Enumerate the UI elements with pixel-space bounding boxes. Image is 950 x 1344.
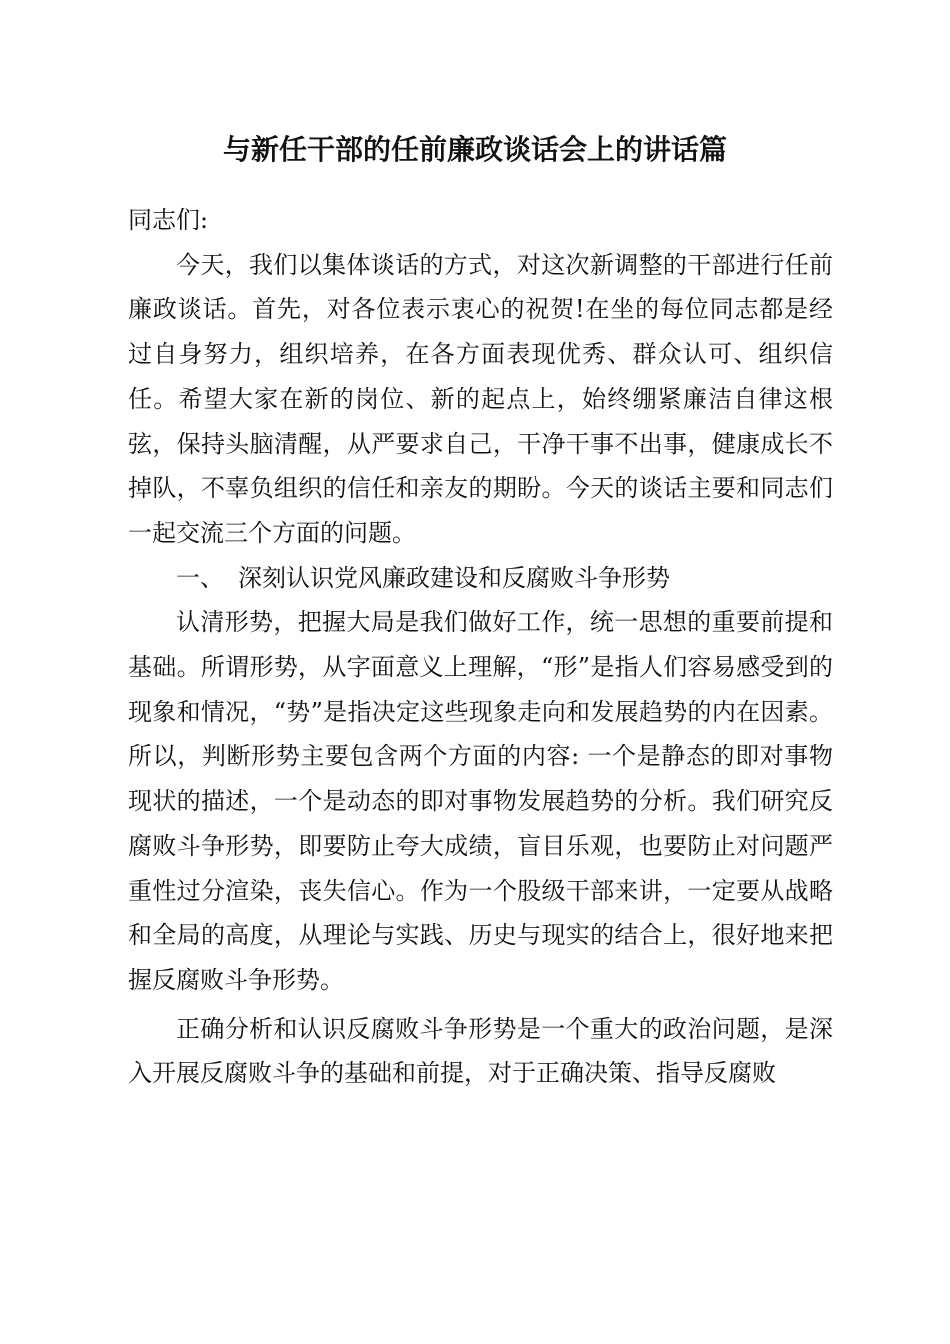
- document-body: [128, 198, 833, 1096]
- paragraph-situation: 认清形势，把握大局是我们做好工作，统一思想的重要前提和基础。所谓形势，从字面意义上理解，“形”是指人们容易感受到的现象和情况，“势”是指决定这些现象走向和发展趋势的内在因素。所以，判断形势主要包含两个方面的内容: 一个是静态的即对事物现状的描述，一个是动态的即对事物发展趋势的分析。我们研究反腐败斗争形势，即要防止夸大成绩，盲目乐观，也要防止对问题严重性过分渲染，丧失信心。作为一个股级干部来讲，一定要从战略和全局的高度，从理论与实践、历史与现实的结合上，很好地来把握反腐败斗争形势。: [128, 608, 833, 994]
- paragraph-analysis: 正确分析和认识反腐败斗争形势是一个重大的政治问题，是深入开展反腐败斗争的基础和前提，对于正确决策、指导反腐败: [128, 1014, 833, 1088]
- salutation: 同志们:: [128, 206, 209, 234]
- document-title: 与新任干部的任前廉政谈话会上的讲话篇: [222, 133, 727, 166]
- section-heading: [128, 556, 833, 601]
- section-heading-text: 深刻认识党风廉政建设和反腐败斗争形势: [238, 563, 670, 592]
- section-heading-number: 一、: [176, 563, 224, 592]
- paragraph-intro: 今天，我们以集体谈话的方式，对这次新调整的干部进行任前廉政谈话。首先，对各位表示衷心的祝贺!在坐的每位同志都是经过自身努力，组织培养，在各方面表现优秀、群众认可、组织信任。希望大家在新的岗位、新的起点上，始终绷紧廉洁自律这根弦，保持头脑清醒，从严要求自己，干净干事不出事，健康成长不掉队，不辜负组织的信任和亲友的期盼。今天的谈话主要和同志们一起交流三个方面的问题。: [128, 250, 833, 547]
